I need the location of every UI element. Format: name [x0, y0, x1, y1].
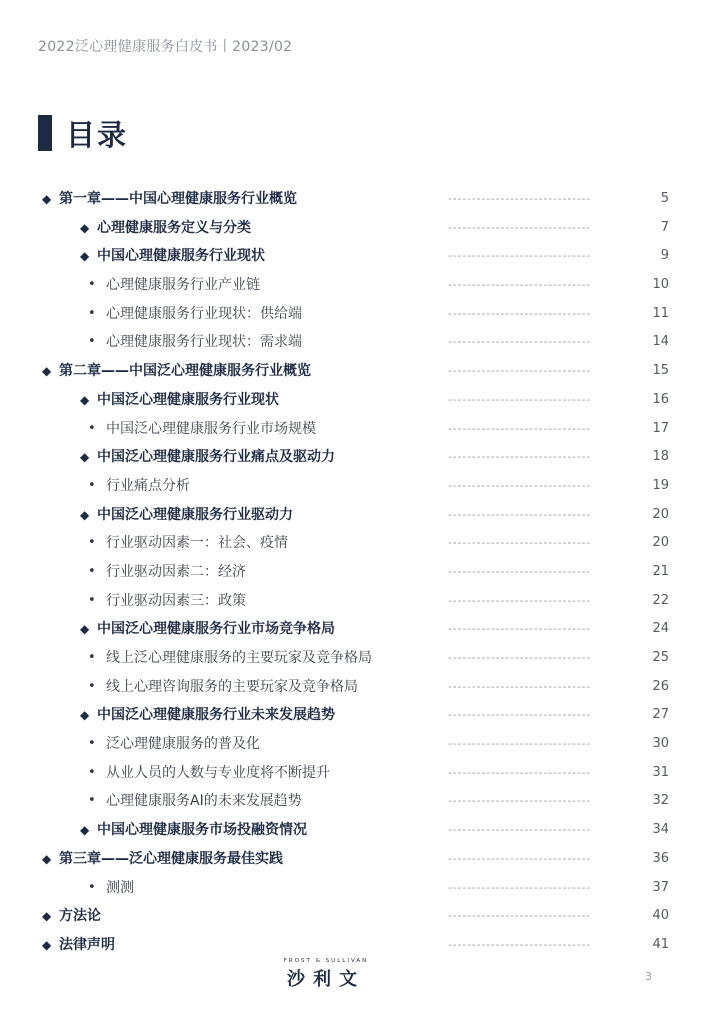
toc-entry-label: 线上心理咨询服务的主要玩家及竞争格局	[106, 678, 358, 695]
toc-entry-label-wrap	[88, 787, 302, 816]
toc-entry-label-wrap	[42, 931, 115, 960]
toc-leader-dashes: ------------------------------	[448, 651, 592, 664]
toc-leader-dashes: ------------------------------	[448, 220, 592, 234]
bullet-icon: •	[88, 793, 96, 809]
toc-title-block	[38, 114, 128, 152]
toc-entry-label-wrap	[80, 615, 335, 644]
toc-entry[interactable]	[0, 587, 710, 616]
toc-page-number: 34	[652, 822, 669, 838]
logo-chinese-text: 沙利文	[287, 969, 365, 990]
diamond-icon: ◆	[80, 450, 90, 465]
toc-entry-label: 行业痛点分析	[106, 477, 190, 494]
toc-entry[interactable]	[0, 300, 710, 329]
toc-entry-label: 行业驱动因素三：政策	[106, 592, 246, 609]
toc-entry-label-wrap	[88, 759, 330, 788]
toc-leader-dashes: ------------------------------	[448, 421, 592, 435]
toc-entry-label: 心理健康服务行业产业链	[106, 277, 260, 294]
toc-entry-label-wrap	[88, 558, 246, 587]
diamond-icon: ◆	[80, 708, 90, 723]
toc-page-number: 24	[652, 621, 669, 637]
toc-entry-label-wrap	[88, 874, 134, 903]
toc-leader-dashes: ------------------------------	[448, 507, 592, 521]
page-title: 目录	[66, 117, 129, 152]
toc-entry-label-wrap	[88, 644, 372, 673]
toc-leader-dashes: ------------------------------	[448, 536, 592, 550]
diamond-icon: ◆	[80, 249, 90, 264]
toc-entry-label: 方法论	[59, 908, 101, 925]
toc-page-number: 36	[652, 850, 669, 866]
toc-page-number: 32	[652, 793, 669, 809]
toc-entry-label: 泛心理健康服务的普及化	[106, 736, 260, 753]
bullet-icon: •	[88, 420, 96, 436]
toc-leader-dashes: ------------------------------	[448, 564, 592, 578]
diamond-icon: ◆	[42, 909, 52, 924]
toc-entry[interactable]	[0, 271, 710, 300]
bullet-icon: •	[88, 334, 96, 350]
toc-entry-label: 线上泛心理健康服务的主要玩家及竞争格局	[106, 650, 372, 666]
toc-leader-dashes: ------------------------------	[448, 851, 592, 865]
toc-entry[interactable]	[0, 558, 710, 587]
toc-leader-dashes: ------------------------------	[448, 794, 592, 808]
toc-entry[interactable]	[0, 415, 710, 444]
toc-entry[interactable]	[0, 644, 710, 673]
toc-entry-label-wrap	[80, 242, 265, 271]
toc-entry[interactable]	[0, 328, 710, 357]
toc-entry-label-wrap	[80, 386, 279, 415]
toc-entry-label-wrap	[88, 472, 190, 501]
toc-page-number: 9	[660, 248, 669, 264]
toc-entry[interactable]	[0, 673, 710, 702]
toc-entry-label: 中国泛心理健康服务行业市场竞争格局	[97, 621, 335, 638]
diamond-icon: ◆	[80, 507, 90, 522]
toc-entry[interactable]	[0, 931, 710, 960]
toc-page-number: 11	[652, 305, 669, 321]
toc-entry-label-wrap	[42, 185, 297, 214]
toc-entry[interactable]	[0, 701, 710, 730]
bullet-icon: •	[88, 650, 96, 665]
toc-page-number: 21	[652, 563, 669, 579]
toc-entry-label-wrap	[80, 701, 335, 730]
toc-entry[interactable]	[0, 874, 710, 903]
toc-page-number: 31	[652, 764, 669, 780]
toc-entry-label-wrap	[88, 673, 358, 702]
toc-page-number: 30	[652, 736, 669, 752]
toc-leader-dashes: ------------------------------	[448, 679, 592, 693]
toc-entry[interactable]	[0, 185, 710, 214]
toc-page-number: 20	[652, 535, 669, 551]
toc-leader-dashes: ------------------------------	[448, 622, 592, 636]
toc-entry[interactable]	[0, 357, 710, 386]
toc-entry[interactable]	[0, 759, 710, 788]
toc-page-number: 22	[652, 592, 669, 608]
bullet-icon: •	[88, 879, 96, 895]
toc-entry-label-wrap	[88, 730, 260, 759]
toc-page-number: 40	[652, 908, 669, 924]
toc-entry-label-wrap	[80, 214, 251, 243]
toc-entry-label: 心理健康服务AI的未来发展趋势	[106, 793, 302, 810]
bullet-icon: •	[88, 563, 96, 579]
toc-page-number: 17	[652, 420, 669, 436]
toc-entry-label: 中国心理健康服务市场投融资情况	[97, 822, 307, 839]
toc-entry[interactable]	[0, 615, 710, 644]
bullet-icon: •	[88, 736, 96, 752]
toc-entry-label: 行业驱动因素二：经济	[106, 563, 246, 580]
toc-entry-label-wrap	[42, 845, 283, 874]
bullet-icon: •	[88, 305, 96, 321]
toc-entry[interactable]	[0, 787, 710, 816]
toc-leader-dashes: ------------------------------	[448, 937, 592, 951]
toc-entry[interactable]	[0, 501, 710, 530]
diamond-icon: ◆	[42, 937, 52, 952]
toc-leader-dashes: ------------------------------	[448, 593, 592, 607]
toc-entry-label: 中国泛心理健康服务行业市场规模	[106, 420, 316, 437]
table-of-contents	[0, 185, 710, 960]
toc-entry-label: 中国心理健康服务行业现状	[97, 248, 265, 265]
toc-leader-dashes: ------------------------------	[448, 765, 592, 779]
toc-page-number: 41	[652, 936, 669, 952]
toc-entry-label-wrap	[88, 529, 288, 558]
toc-entry-label-wrap	[88, 271, 260, 300]
toc-entry-label-wrap	[88, 587, 246, 616]
toc-entry[interactable]	[0, 443, 710, 472]
bullet-icon: •	[88, 592, 96, 608]
toc-page-number: 10	[652, 277, 669, 293]
toc-entry-label: 第二章——中国泛心理健康服务行业概览	[59, 363, 311, 380]
toc-page-number: 5	[660, 191, 669, 206]
frost-sullivan-logo	[266, 958, 386, 991]
toc-entry-label-wrap	[88, 415, 316, 444]
toc-entry[interactable]	[0, 386, 710, 415]
title-accent-bar	[38, 115, 52, 151]
toc-entry-label: 心理健康服务行业现状：供给端	[106, 305, 302, 322]
toc-page-number: 20	[652, 506, 669, 522]
toc-entry[interactable]	[0, 242, 710, 271]
toc-entry-label: 法律声明	[59, 936, 115, 953]
toc-page-number: 25	[652, 650, 669, 665]
toc-entry-label: 中国泛心理健康服务行业痛点及驱动力	[97, 449, 335, 466]
logo-english-text: FROST & SULLIVAN	[283, 958, 369, 964]
diamond-icon: ◆	[42, 364, 52, 379]
toc-entry-label-wrap	[88, 328, 302, 357]
toc-leader-dashes: ------------------------------	[448, 909, 592, 923]
diamond-icon: ◆	[80, 392, 90, 407]
toc-page-number: 27	[652, 707, 669, 723]
toc-entry[interactable]	[0, 472, 710, 501]
toc-entry[interactable]	[0, 730, 710, 759]
bullet-icon: •	[88, 477, 96, 493]
toc-page-number: 16	[652, 391, 669, 407]
toc-page-number: 37	[652, 879, 669, 895]
toc-entry-label: 心理健康服务行业现状：需求端	[106, 334, 302, 351]
diamond-icon: ◆	[80, 220, 90, 235]
toc-entry-label: 第三章——泛心理健康服务最佳实践	[59, 850, 283, 867]
toc-entry-label-wrap	[80, 443, 335, 472]
diamond-icon: ◆	[42, 192, 52, 206]
toc-entry-label-wrap	[80, 816, 307, 845]
toc-page-number: 14	[652, 334, 669, 350]
toc-leader-dashes: ------------------------------	[448, 823, 592, 837]
bullet-icon: •	[88, 678, 96, 694]
bullet-icon: •	[88, 535, 96, 551]
toc-leader-dashes: ------------------------------	[448, 392, 592, 406]
toc-leader-dashes: ------------------------------	[448, 278, 592, 292]
toc-entry[interactable]	[0, 529, 710, 558]
toc-leader-dashes: ------------------------------	[448, 450, 592, 464]
toc-leader-dashes: ------------------------------	[448, 478, 592, 492]
toc-entry-label: 从业人员的人数与专业度将不断提升	[106, 764, 330, 781]
toc-entry[interactable]	[0, 214, 710, 243]
toc-leader-dashes: ------------------------------	[448, 880, 592, 894]
toc-entry-label: 行业驱动因素一：社会、疫情	[106, 535, 288, 552]
toc-entry-label: 中国泛心理健康服务行业现状	[97, 391, 279, 408]
toc-entry[interactable]	[0, 902, 710, 931]
toc-entry-label-wrap	[88, 300, 302, 329]
toc-entry-label: 中国泛心理健康服务行业驱动力	[97, 506, 293, 523]
toc-entry-label: 第一章——中国心理健康服务行业概览	[59, 191, 297, 207]
toc-entry-label-wrap	[42, 902, 101, 931]
toc-page-number: 26	[652, 678, 669, 694]
toc-leader-dashes: ------------------------------	[448, 249, 592, 263]
page-number: 3	[645, 970, 652, 983]
diamond-icon: ◆	[80, 622, 90, 637]
toc-entry-label-wrap	[80, 501, 293, 530]
toc-leader-dashes: ------------------------------	[448, 708, 592, 722]
toc-page-number: 7	[660, 219, 669, 235]
toc-page-number: 15	[652, 363, 669, 379]
toc-entry-label: 测测	[106, 879, 134, 896]
toc-entry-label: 中国泛心理健康服务行业未来发展趋势	[97, 707, 335, 724]
bullet-icon: •	[88, 764, 96, 780]
diamond-icon: ◆	[80, 823, 90, 838]
toc-entry-label-wrap	[42, 357, 311, 386]
toc-page-number: 18	[652, 449, 669, 465]
toc-leader-dashes: ------------------------------	[448, 192, 592, 205]
toc-entry[interactable]	[0, 845, 710, 874]
toc-leader-dashes: ------------------------------	[448, 335, 592, 349]
toc-page-number: 19	[652, 477, 669, 493]
toc-entry-label: 心理健康服务定义与分类	[97, 219, 251, 236]
toc-entry[interactable]	[0, 816, 710, 845]
diamond-icon: ◆	[42, 851, 52, 866]
toc-leader-dashes: ------------------------------	[448, 737, 592, 751]
toc-leader-dashes: ------------------------------	[448, 364, 592, 378]
document-header: 2022泛心理健康服务白皮书丨2023/02	[38, 39, 293, 55]
bullet-icon: •	[88, 277, 96, 293]
toc-leader-dashes: ------------------------------	[448, 306, 592, 320]
